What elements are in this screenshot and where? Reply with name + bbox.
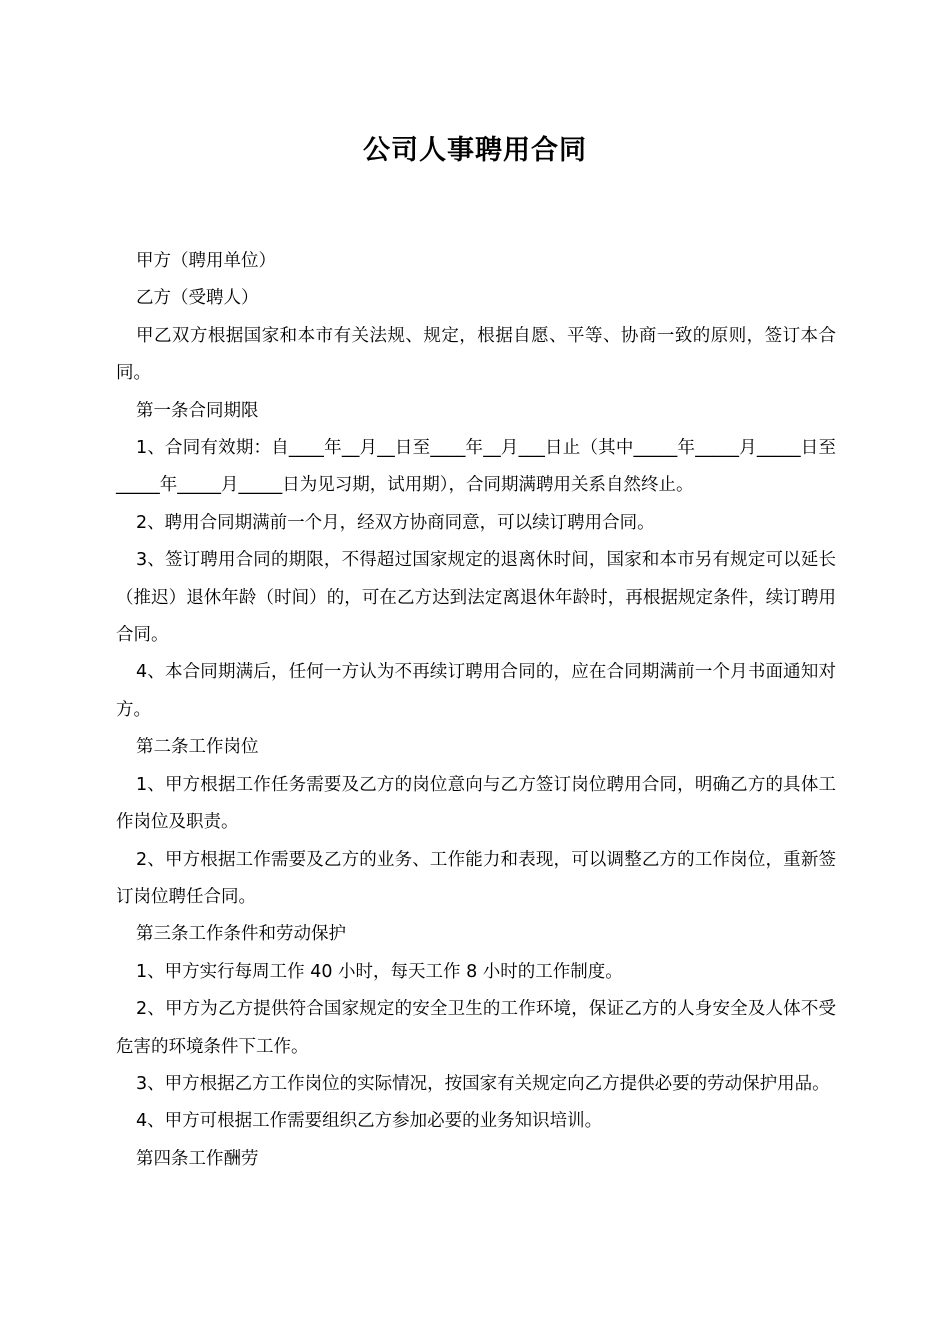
- document-body: [116, 243, 836, 1178]
- article-3-heading: 第三条工作条件和劳动保护: [136, 924, 346, 945]
- preamble-paragraph: 甲乙双方根据国家和本市有关法规、规定，根据自愿、平等、协商一致的原则，签订本合同。: [116, 325, 836, 384]
- article-1-heading: 第一条合同期限: [136, 400, 259, 421]
- article-1-clause-2: 2、聘用合同期满前一个月，经双方协商同意，可以续订聘用合同。: [136, 512, 655, 533]
- article-2-clause-1: 1、甲方根据工作任务需要及乙方的岗位意向与乙方签订岗位聘用合同，明确乙方的具体工作岗位及职责。: [116, 774, 836, 833]
- article-3-clause-1: 1、甲方实行每周工作 40 小时，每天工作 8 小时的工作制度。: [136, 961, 623, 982]
- article-3-clause-2: 2、甲方为乙方提供符合国家规定的安全卫生的工作环境，保证乙方的人身安全及人体不受危害的环境条件下工作。: [116, 999, 836, 1057]
- article-4-heading: 第四条工作酬劳: [136, 1148, 259, 1169]
- article-1-clause-3: 3、签订聘用合同的期限，不得超过国家规定的退离休时间，国家和本市另有规定可以延长（推迟）退休年龄（时间）的，可在乙方达到法定离退休年龄时，再根据规定条件，续订聘用合同。: [116, 550, 836, 646]
- article-2-heading: 第二条工作岗位: [136, 737, 259, 758]
- article-3-clause-4: 4、甲方可根据工作需要组织乙方参加必要的业务知识培训。: [136, 1111, 603, 1132]
- article-1-clause-4: 4、本合同期满后，任何一方认为不再续订聘用合同的，应在合同期满前一个月书面通知对方。: [116, 662, 836, 720]
- party-b-line: 乙方（受聘人）: [136, 288, 259, 309]
- party-a-line: 甲方（聘用单位）: [136, 251, 276, 271]
- article-1-clause-1: 1、合同有效期：自____年__月__日至____年__月___日止（其中_____年_____月_____日至_____年_____月_____日为见习期，试用期），合同期满聘用关系自然终止。: [116, 438, 836, 496]
- article-2-clause-2: 2、甲方根据工作需要及乙方的业务、工作能力和表现，可以调整乙方的工作岗位，重新签订岗位聘任合同。: [116, 849, 836, 907]
- article-3-clause-3: 3、甲方根据乙方工作岗位的实际情况，按国家有关规定向乙方提供必要的劳动保护用品。: [136, 1073, 830, 1094]
- document-title: 公司人事聘用合同: [363, 135, 587, 166]
